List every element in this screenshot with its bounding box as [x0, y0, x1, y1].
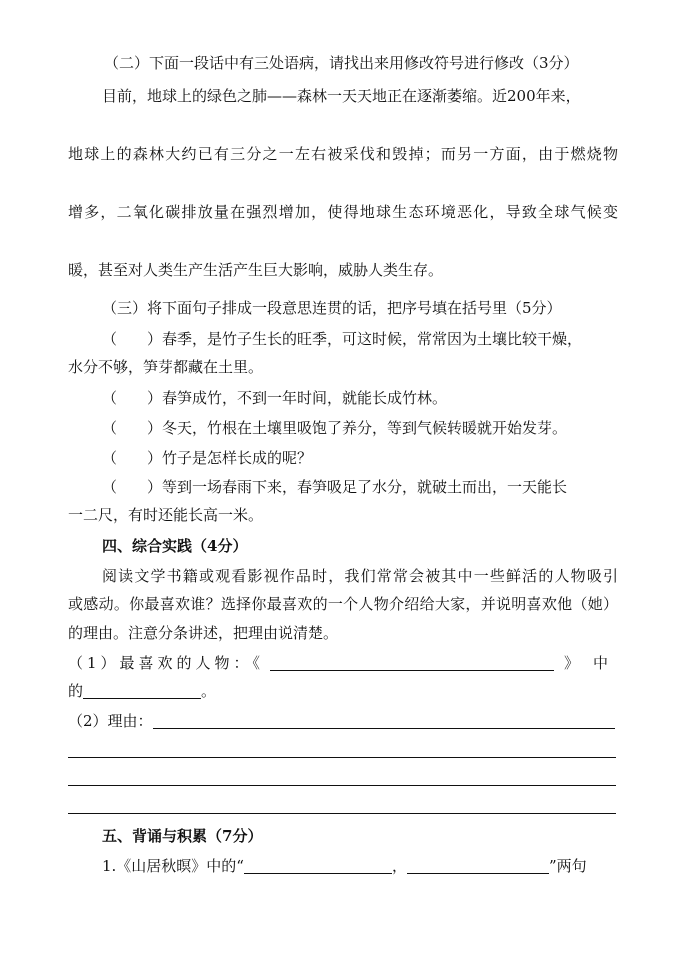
section4-prompt-line-1: 阅读文学书籍或观看影视作品时，我们常常会被其中一些鲜活的人物吸引: [102, 567, 618, 585]
ordering-item-5-cont: 一二尺，有时还能长高一米。: [68, 506, 264, 524]
q1-close: 》中: [564, 654, 623, 672]
poem-line-blank-2[interactable]: [407, 857, 549, 874]
paren-close: ）: [147, 449, 163, 467]
paren-open: （: [102, 389, 118, 407]
ordering-item-5-text: 等到一场春雨下来，春笋吸足了水分，就破土而出，一天能长: [162, 478, 568, 496]
section3-heading: （三）将下面句子排成一段意思连贯的话，把序号填在括号里（5分）: [102, 299, 562, 317]
section4-heading: 四、综合实践（4分）: [102, 537, 248, 555]
ordering-item-2: [102, 388, 618, 408]
paren-close: ）: [147, 478, 163, 496]
section2-text-line-1: 目前，地球上的绿色之肺——森林一天天地正在逐渐萎缩。近200年来，: [102, 87, 581, 105]
reason-blank-1[interactable]: [153, 712, 615, 729]
ordering-item-4-text: 竹子是怎样长成的呢？: [162, 449, 313, 467]
character-name-blank[interactable]: [83, 682, 201, 699]
q1-comma: ，: [391, 857, 407, 875]
ordering-item-1: [102, 329, 618, 349]
q1-suffix: ”两句: [549, 857, 587, 875]
ordering-item-2-text: 春笋成竹，不到一年时间，就能长成竹林。: [162, 389, 448, 407]
paren-close: ）: [147, 419, 163, 437]
ordering-item-3: [102, 418, 618, 438]
section2-text-line-2: 地球上的森林大约已有三分之一左右被采伐和毁掉；而另一方面，由于燃烧物: [68, 145, 618, 163]
section2-heading: （二）下面一段话中有三处语病，请找出来用修改符号进行修改（3分）: [104, 54, 579, 72]
poem-line-blank-1[interactable]: [244, 857, 392, 874]
paren-open: （: [102, 330, 118, 348]
q2-reason-row: [68, 711, 618, 731]
ordering-item-1-cont: 水分不够，笋芽都藏在土里。: [68, 358, 264, 376]
reason-blank-2[interactable]: [68, 757, 616, 758]
section4-prompt-line-2: 或感动。你最喜欢谁？选择你最喜欢的一个人物介绍给大家，并说明喜欢他（她）: [68, 595, 618, 613]
ordering-item-5: [102, 477, 618, 497]
paren-open: （: [102, 478, 118, 496]
q1-label: （1）最喜欢的人物：《: [68, 654, 265, 672]
section4-prompt-line-3: 的理由。注意分条讲述，把理由说清楚。: [68, 624, 339, 642]
ordering-item-4: [102, 448, 618, 468]
q1-prefix: 1.《山居秋暝》中的“: [102, 857, 244, 875]
paren-open: （: [102, 449, 118, 467]
section5-q1-row: [102, 856, 618, 876]
q1-favorite-character-row: [68, 653, 623, 673]
section5-heading: 五、背诵与积累（7分）: [102, 827, 263, 845]
reason-blank-4[interactable]: [68, 813, 616, 814]
q2-label: （2）理由：: [68, 712, 153, 730]
q1-character-row: [68, 681, 618, 701]
q1-de: 的: [68, 682, 84, 700]
section2-text-line-3: 增多，二氧化碳排放量在强烈增加，使得地球生态环境恶化，导致全球气候变: [68, 203, 618, 221]
ordering-item-1-text: 春季，是竹子生长的旺季，可这时候，常常因为土壤比较干燥，: [162, 330, 583, 348]
book-title-blank[interactable]: [270, 654, 554, 671]
paren-open: （: [102, 419, 118, 437]
q1-end: 。: [201, 682, 217, 700]
reason-blank-3[interactable]: [68, 785, 616, 786]
paren-close: ）: [147, 389, 163, 407]
ordering-item-3-text: 冬天，竹根在土壤里吸饱了养分，等到气候转暖就开始发芽。: [162, 419, 568, 437]
section2-text-line-4: 暖，甚至对人类生产生活产生巨大影响，威胁人类生存。: [68, 261, 444, 279]
paren-close: ）: [147, 330, 163, 348]
